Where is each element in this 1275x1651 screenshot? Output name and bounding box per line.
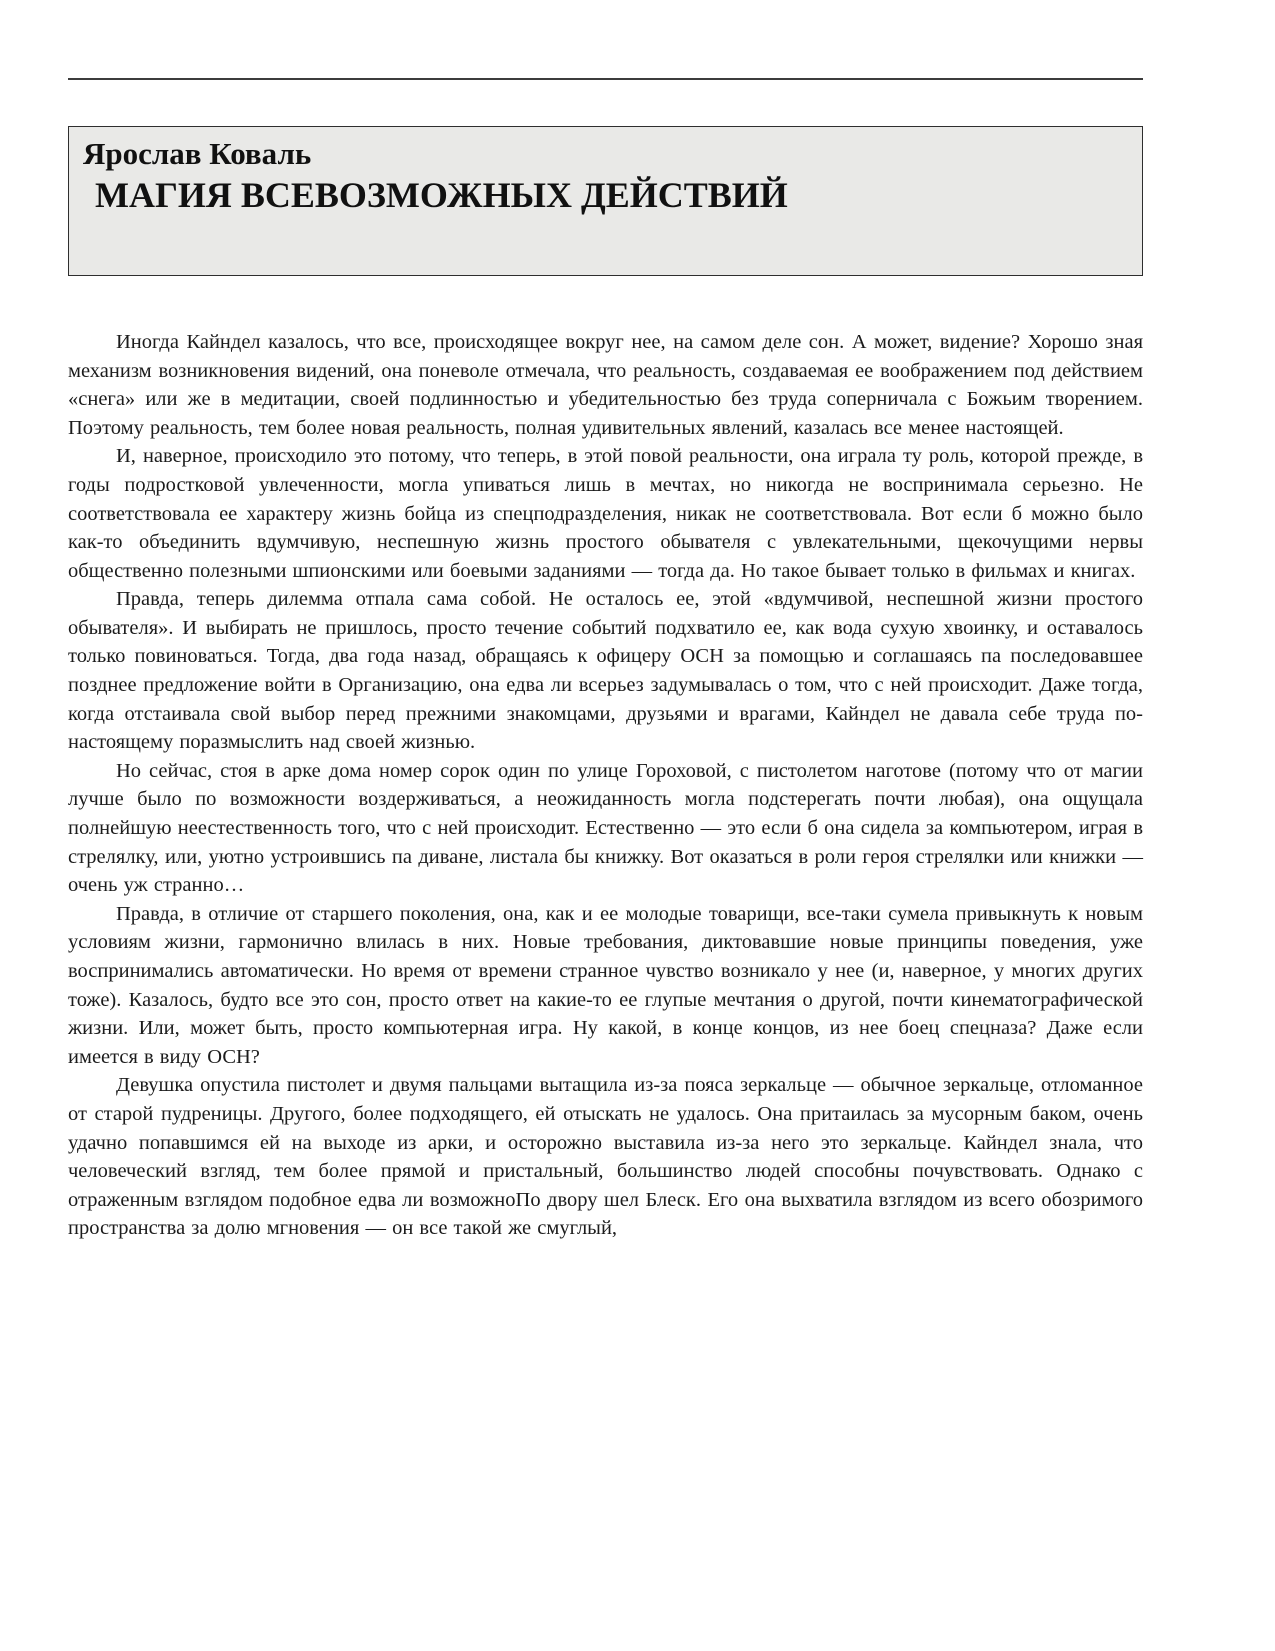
top-rule [68,78,1143,80]
author-name: Ярослав Коваль [83,136,312,171]
book-title: МАГИЯ ВСЕВОЗМОЖНЫХ ДЕЙСТВИЙ [95,174,788,215]
paragraph-3: Правда, теперь дилемма отпала сама собой. Не осталось ее, этой «вдумчивой, неспешной жизни простого обывателя». И выбирать не пришлось, просто течение событий подхватило ее, как вода сухую хвоинку, и оставалось только повиноваться. Тогда, два года назад, обращаясь к офицеру ОСН за помощью и соглашаясь па последовавшее позднее предложение войти в Организацию, она едва ли всерьез задумывалась о том, что с ней происходит. Даже тогда, когда отстаивала свой выбор перед прежними знакомцами, друзьями и врагами, Кайндел не давала себе труда по-настоящему поразмыслить над своей жизнью. [68,588,1143,754]
paragraph-6: Девушка опустила пистолет и двумя пальцами вытащила из-за пояса зеркальце — обычное зеркальце, отломанное от старой пудреницы. Другого, более подходящего, ей отыскать не удалось. Она притаилась за мусорным баком, очень удачно попавшимся ей на выходе из арки, и осторожно выставила из-за него это зеркальце. Кайндел знала, что человеческий взгляд, тем более прямой и пристальный, большинство людей способны почувствовать. Однако с отраженным взглядом подобное едва ли возможноПо двору шел Блеск. Его она выхватила взглядом из всего обозримого пространства за долю мгновения — он все такой же смуглый, [68,1074,1143,1240]
paragraph-1: Иногда Кайндел казалось, что все, происходящее вокруг нее, на самом деле сон. А может, видение? Хорошо зная механизм возникновения видений, она поневоле отмечала, что реальность, создаваемая ее воображением под действием «снега» или же в медитации, своей подлинностью и убедительностью без труда соперничала с Божьим творением. Поэтому реальность, тем более новая реальность, полная удивительных явлений, казалась все менее настоящей. [68,330,1143,439]
paragraph-4: Но сейчас, стоя в арке дома номер сорок один по улице Гороховой, с пистолетом наготове (потому что от магии лучше было по возможности воздерживаться, а неожиданность могла подстерегать почти любая), она ощущала полнейшую неестественность того, что с ней происходит. Естественно — это если б она сидела за компьютером, играя в стрелялку, или, уютно устроившись па диване, листала бы книжку. Вот оказаться в роли героя стрелялки или книжки — очень уж странно… [68,759,1143,897]
paragraph-2: И, наверное, происходило это потому, что теперь, в этой повой реальности, она играла ту роль, которой прежде, в годы подростковой увлеченности, могла упиваться лишь в мечтах, но никогда не воспринимала серьезно. Не соответствовала ее характеру жизнь бойца из спецподразделения, никак не соответствовала. Вот если б можно было как-то объединить вдумчивую, неспешную жизнь простого обывателя с увлекательными, щекочущими нервы общественно полезными шпионскими или боевыми заданиями — тогда да. Но такое бывает только в фильмах и книгах. [68,445,1143,582]
body-text [68,328,1143,1243]
paragraph-5: Правда, в отличие от старшего поколения, она, как и ее молодые товарищи, все-таки сумела привыкнуть к новым условиям жизни, гармонично влилась в них. Новые требования, диктовавшие новые принципы поведения, уже воспринимались автоматически. Но время от времени странное чувство возникало у нее (и, наверное, у многих других тоже). Казалось, будто все это сон, просто ответ на какие-то ее глупые мечтания о другой, почти кинематографической жизни. Или, может быть, просто компьютерная игра. Ну какой, в конце концов, из нее боец спецназа? Даже если имеется в виду ОСН? [68,902,1143,1068]
title-block [68,126,1143,276]
